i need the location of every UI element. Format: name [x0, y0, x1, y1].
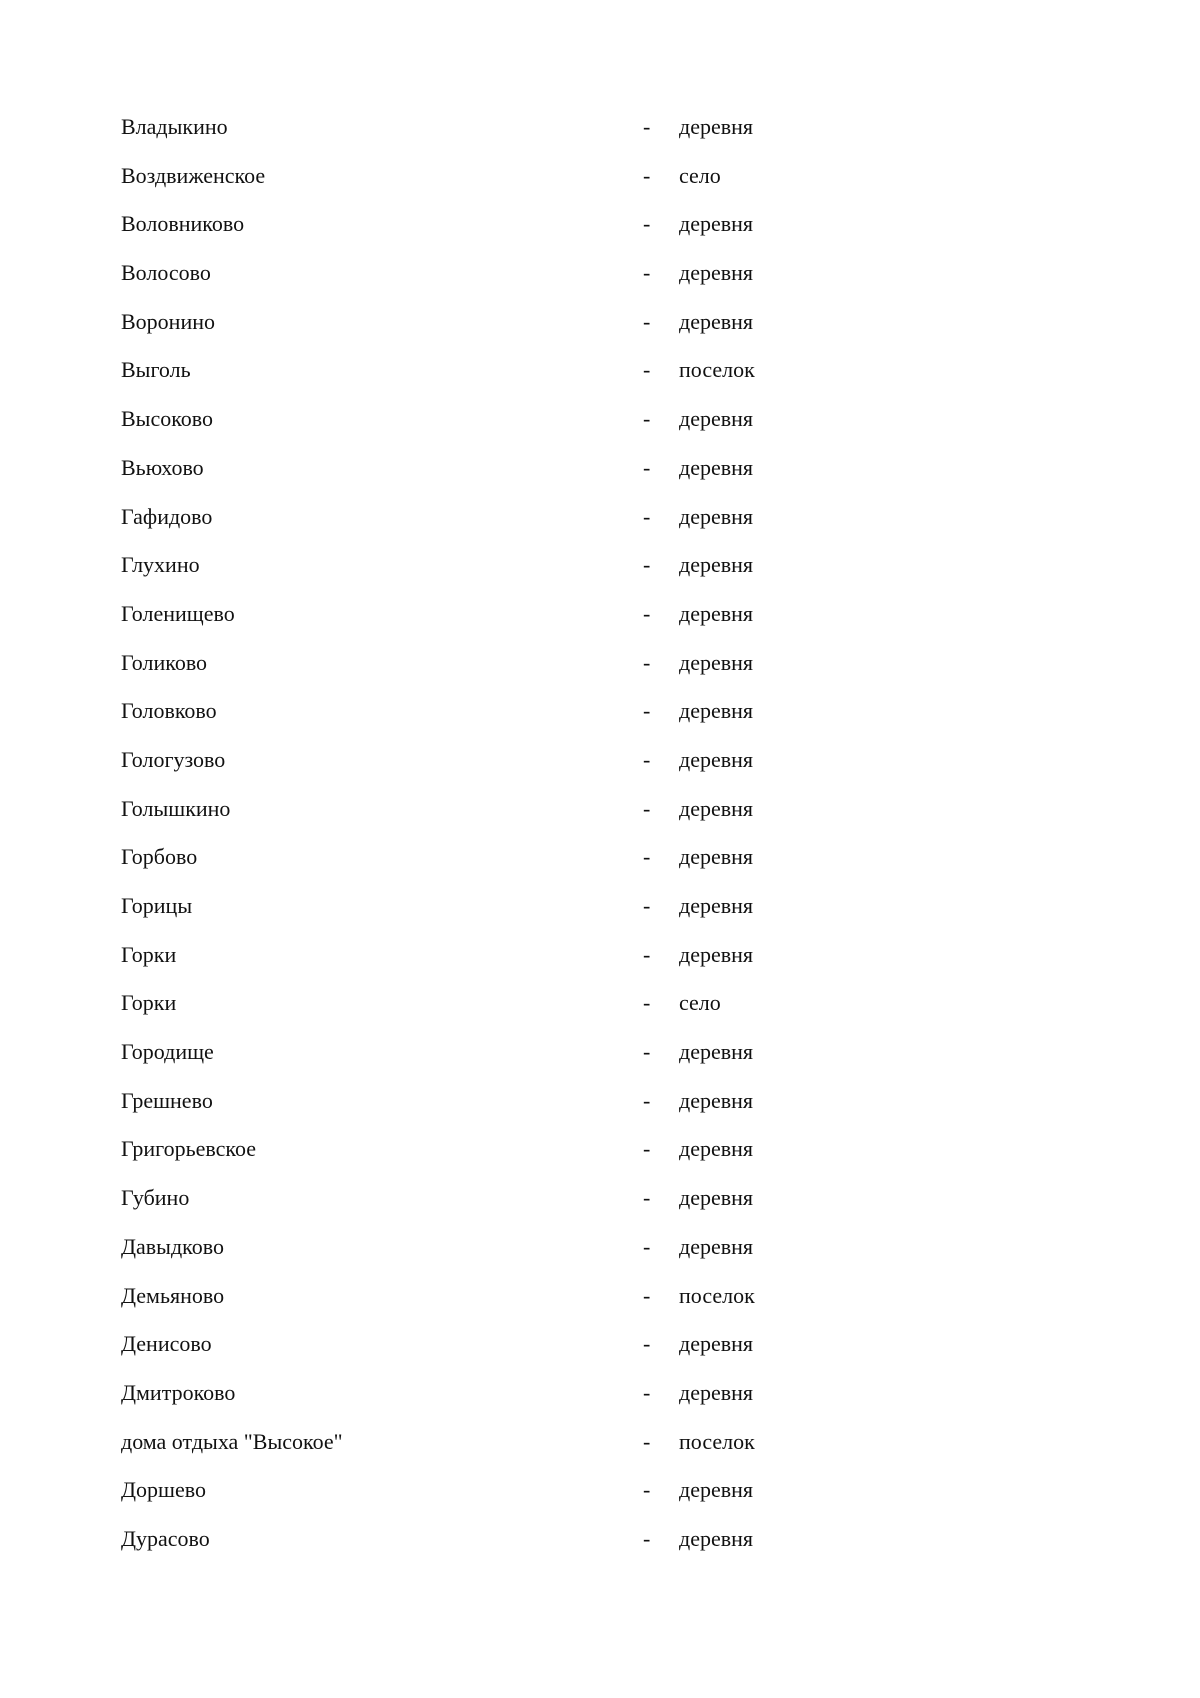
- settlement-name: Денисово: [121, 1331, 212, 1357]
- settlement-name: Городище: [121, 1039, 214, 1065]
- separator-dash: -: [643, 698, 651, 724]
- list-item: [121, 644, 1021, 693]
- settlement-name: Дурасово: [121, 1525, 210, 1551]
- settlement-type: деревня: [679, 698, 754, 724]
- settlement-name: Горбово: [121, 844, 198, 870]
- separator-dash: -: [643, 406, 651, 432]
- list-item: [121, 595, 1021, 644]
- separator-dash: -: [643, 600, 651, 626]
- separator-dash: -: [643, 1379, 651, 1405]
- settlement-type: деревня: [679, 746, 754, 772]
- settlement-name: Гафидово: [121, 503, 213, 529]
- list-item: [121, 887, 1021, 936]
- list-item: [121, 1374, 1021, 1423]
- settlement-name: Глухино: [121, 552, 200, 578]
- settlement-type: деревня: [679, 552, 754, 578]
- settlement-type: деревня: [679, 1136, 754, 1162]
- list-item: [121, 1277, 1021, 1326]
- settlement-type: деревня: [679, 649, 754, 675]
- list-item: [121, 1130, 1021, 1179]
- separator-dash: -: [643, 503, 651, 529]
- list-item: [121, 303, 1021, 352]
- settlement-type: деревня: [679, 211, 754, 237]
- settlement-type: деревня: [679, 260, 754, 286]
- separator-dash: -: [643, 1477, 651, 1503]
- separator-dash: -: [643, 260, 651, 286]
- settlement-name: Выголь: [121, 357, 191, 383]
- settlement-name: Давыдково: [121, 1233, 224, 1259]
- settlement-name: Грешнево: [121, 1087, 213, 1113]
- separator-dash: -: [643, 795, 651, 821]
- list-item: [121, 936, 1021, 985]
- settlement-type: поселок: [679, 1282, 755, 1308]
- list-item: [121, 254, 1021, 303]
- list-item: [121, 108, 1021, 157]
- separator-dash: -: [643, 941, 651, 967]
- settlement-type: деревня: [679, 1379, 754, 1405]
- list-item: [121, 1325, 1021, 1374]
- settlement-type: деревня: [679, 1039, 754, 1065]
- list-item: [121, 498, 1021, 547]
- settlement-name: Доршево: [121, 1477, 206, 1503]
- settlement-name: Горки: [121, 990, 177, 1016]
- separator-dash: -: [643, 1087, 651, 1113]
- separator-dash: -: [643, 746, 651, 772]
- settlement-name: Губино: [121, 1185, 190, 1211]
- separator-dash: -: [643, 357, 651, 383]
- settlement-type: деревня: [679, 406, 754, 432]
- separator-dash: -: [643, 1282, 651, 1308]
- list-item: [121, 741, 1021, 790]
- separator-dash: -: [643, 162, 651, 188]
- settlement-type: деревня: [679, 114, 754, 139]
- settlement-type: деревня: [679, 1525, 754, 1551]
- separator-dash: -: [643, 1233, 651, 1259]
- settlement-type: деревня: [679, 503, 754, 529]
- separator-dash: -: [643, 211, 651, 237]
- list-item: [121, 692, 1021, 741]
- list-item: [121, 1082, 1021, 1131]
- settlement-type: деревня: [679, 795, 754, 821]
- settlement-name: Вьюхово: [121, 454, 204, 480]
- separator-dash: -: [643, 1185, 651, 1211]
- separator-dash: -: [643, 114, 651, 139]
- settlement-type: деревня: [679, 941, 754, 967]
- settlement-type: деревня: [679, 844, 754, 870]
- settlement-name: Высоково: [121, 406, 214, 432]
- list-item: [121, 351, 1021, 400]
- separator-dash: -: [643, 649, 651, 675]
- settlement-name: Гологузово: [121, 746, 226, 772]
- list-item: [121, 838, 1021, 887]
- separator-dash: -: [643, 844, 651, 870]
- settlement-type: деревня: [679, 1233, 754, 1259]
- separator-dash: -: [643, 308, 651, 334]
- settlement-name: Владыкино: [121, 114, 228, 139]
- separator-dash: -: [643, 552, 651, 578]
- settlement-list: [121, 108, 1021, 1569]
- settlement-name: Григорьевское: [121, 1136, 257, 1162]
- settlement-type: село: [679, 162, 721, 188]
- settlement-name: Горицы: [121, 893, 193, 918]
- settlement-type: село: [679, 990, 721, 1016]
- list-item: [121, 790, 1021, 839]
- list-item: [121, 449, 1021, 498]
- settlement-type: деревня: [679, 600, 754, 626]
- separator-dash: -: [643, 1525, 651, 1551]
- list-item: [121, 1033, 1021, 1082]
- settlement-type: деревня: [679, 454, 754, 480]
- list-item: [121, 1471, 1021, 1520]
- separator-dash: -: [643, 1428, 651, 1454]
- settlement-name: Воловниково: [121, 211, 245, 237]
- settlement-name: Демьяново: [121, 1282, 225, 1308]
- settlement-name: Головково: [121, 698, 217, 724]
- settlement-type: поселок: [679, 1428, 755, 1454]
- settlement-name: Голышкино: [121, 795, 231, 821]
- settlement-type: деревня: [679, 1185, 754, 1211]
- separator-dash: -: [643, 990, 651, 1016]
- settlement-type: деревня: [679, 308, 754, 334]
- list-item: [121, 400, 1021, 449]
- separator-dash: -: [643, 1136, 651, 1162]
- list-item: [121, 1520, 1021, 1569]
- list-item: [121, 1228, 1021, 1277]
- separator-dash: -: [643, 1039, 651, 1065]
- settlement-name: Воздвиженское: [121, 162, 266, 188]
- list-item: [121, 984, 1021, 1033]
- list-item: [121, 546, 1021, 595]
- settlement-type: деревня: [679, 893, 754, 918]
- settlement-name: Воронино: [121, 308, 215, 334]
- settlement-type: деревня: [679, 1331, 754, 1357]
- settlement-type: деревня: [679, 1477, 754, 1503]
- separator-dash: -: [643, 454, 651, 480]
- list-item: [121, 1179, 1021, 1228]
- settlement-name: Дмитроково: [121, 1379, 236, 1405]
- settlement-name: Горки: [121, 941, 177, 967]
- separator-dash: -: [643, 893, 651, 918]
- settlement-name: Волосово: [121, 260, 211, 286]
- settlement-name: Голенищево: [121, 600, 235, 626]
- settlement-type: поселок: [679, 357, 755, 383]
- separator-dash: -: [643, 1331, 651, 1357]
- list-item: [121, 157, 1021, 206]
- settlement-name: дома отдыха "Высокое": [121, 1428, 343, 1454]
- list-item: [121, 205, 1021, 254]
- settlement-name: Голиково: [121, 649, 208, 675]
- list-item: [121, 1423, 1021, 1472]
- settlement-type: деревня: [679, 1087, 754, 1113]
